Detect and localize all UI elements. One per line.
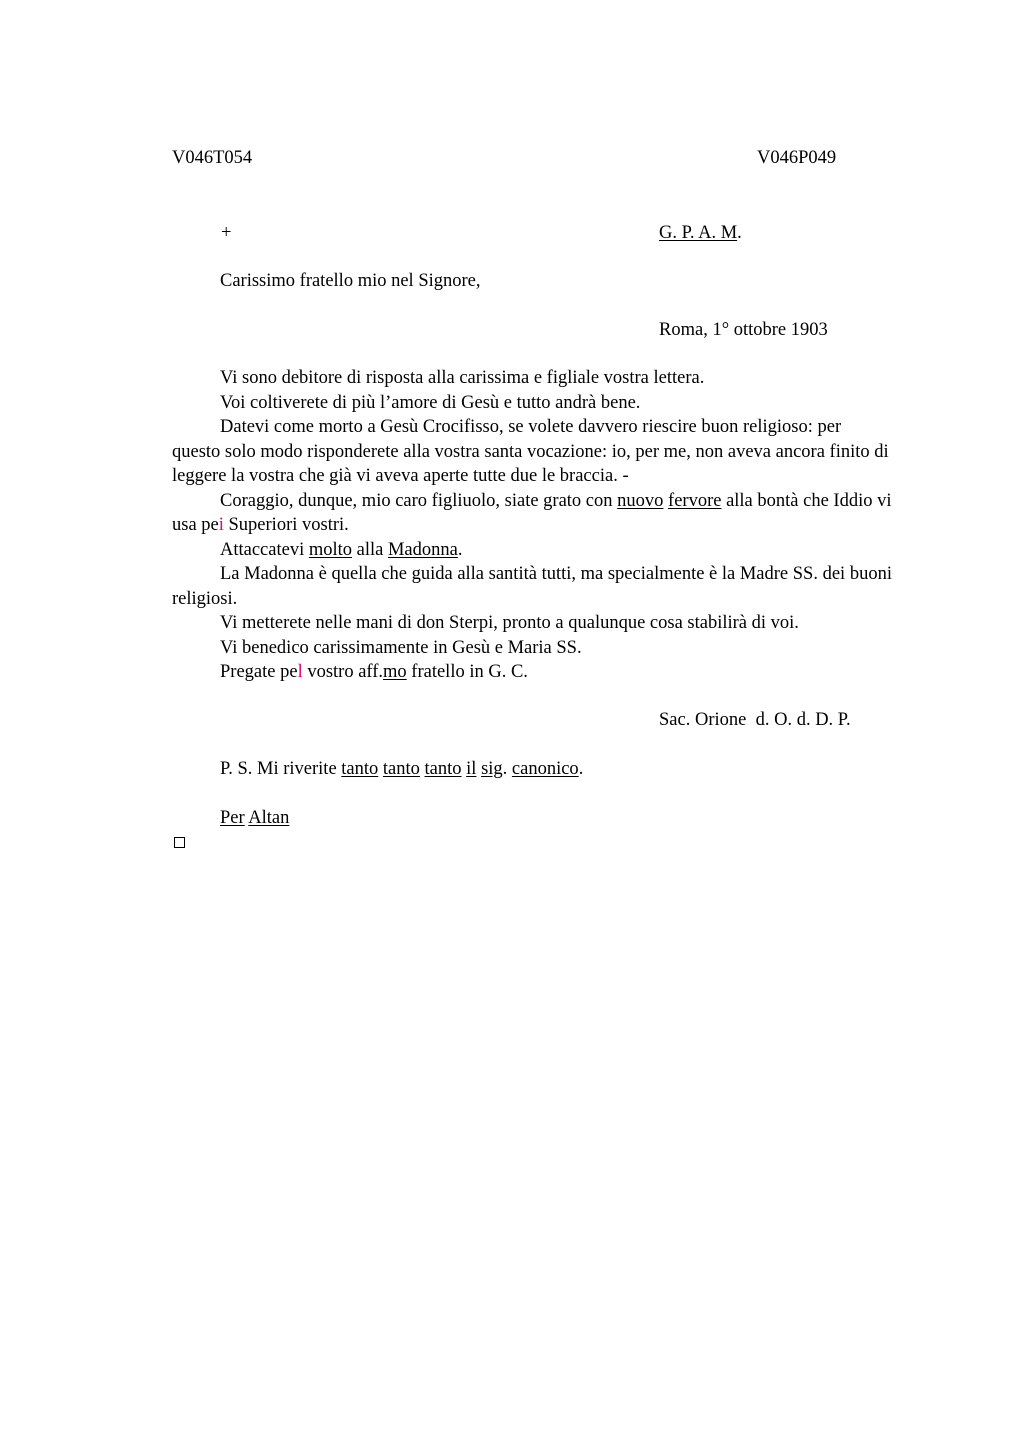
signature: Sac. Orione d. O. d. D. P. xyxy=(659,710,851,730)
text-run: vostro aff. xyxy=(302,662,384,682)
highlighted-letter: i xyxy=(218,515,224,535)
paragraph: Vi sono debitore di risposta alla carissima e figliale vostra lettera. xyxy=(220,368,705,388)
text-run: fratello in G. C. xyxy=(406,662,528,682)
underlined-word: nuovo xyxy=(617,490,664,511)
postscript xyxy=(220,757,583,782)
text-run: Attaccatevi xyxy=(220,539,309,560)
text-run: P. S. Mi riverite xyxy=(220,759,342,779)
underlined-word: tanto xyxy=(382,759,420,779)
motto xyxy=(659,221,742,246)
text-run: Superiori vostri. xyxy=(223,515,349,535)
salutation: Carissimo fratello mio nel Signore, xyxy=(220,271,481,291)
paragraph xyxy=(172,538,892,563)
paragraph: Vi benedico carissimamente in Gesù e Maria SS. xyxy=(220,637,582,658)
underlined-word: sig xyxy=(481,759,503,779)
end-of-document-box-icon xyxy=(174,837,185,848)
highlighted-letter: l xyxy=(297,662,303,682)
text-run: . xyxy=(457,539,463,560)
underlined-word: Madonna xyxy=(387,539,458,560)
letter-body xyxy=(172,366,892,685)
text-run: Coraggio, dunque, mio caro figliuolo, siate grato con xyxy=(220,490,618,511)
underlined-word: mo xyxy=(383,662,407,682)
underlined-word: fervore xyxy=(668,490,722,511)
motto-text: G. P. A. M xyxy=(659,223,738,243)
underlined-word: tanto xyxy=(341,759,379,779)
paragraph xyxy=(172,660,892,685)
paragraph xyxy=(172,489,892,538)
text-run: alla xyxy=(352,539,388,560)
motto-period: . xyxy=(737,223,742,243)
text-run: . xyxy=(578,759,584,779)
underlined-word: il xyxy=(466,759,477,779)
recipient-note xyxy=(220,806,289,831)
text-run: Pregate pe xyxy=(220,662,298,682)
paragraph: La Madonna è quella che guida alla santità tutti, ma specialmente è la Madre SS. dei buoni religiosi. xyxy=(172,564,892,609)
paragraph: Voi coltiverete di più l’amore di Gesù e tutto andrà bene. xyxy=(220,392,641,413)
paragraph: Datevi come morto a Gesù Crocifisso, se volete davvero riescire buon religioso: per questo solo modo risponderete alla vostra santa vocazione: io, per me, non aveva ancora finito di leggere la vostra che già vi aveva aperte tutte due le braccia. - xyxy=(172,417,889,486)
underlined-word: canonico xyxy=(511,759,579,779)
text-run: alla bontà che Iddio vi usa pe xyxy=(172,490,892,535)
page-reference-left: V046T054 xyxy=(172,148,253,168)
text-run: . xyxy=(502,759,512,779)
underlined-word: molto xyxy=(308,539,353,560)
paragraph: Vi metterete nelle mani di don Sterpi, pronto a qualunque cosa stabilirà di voi. xyxy=(220,613,799,633)
underlined-word: Altan xyxy=(248,808,290,828)
underlined-word: tanto xyxy=(424,759,462,779)
cross-symbol: + xyxy=(221,223,232,243)
underlined-word: Per xyxy=(220,808,245,828)
page-reference-right: V046P049 xyxy=(757,148,837,168)
dateline: Roma, 1° ottobre 1903 xyxy=(659,320,828,340)
